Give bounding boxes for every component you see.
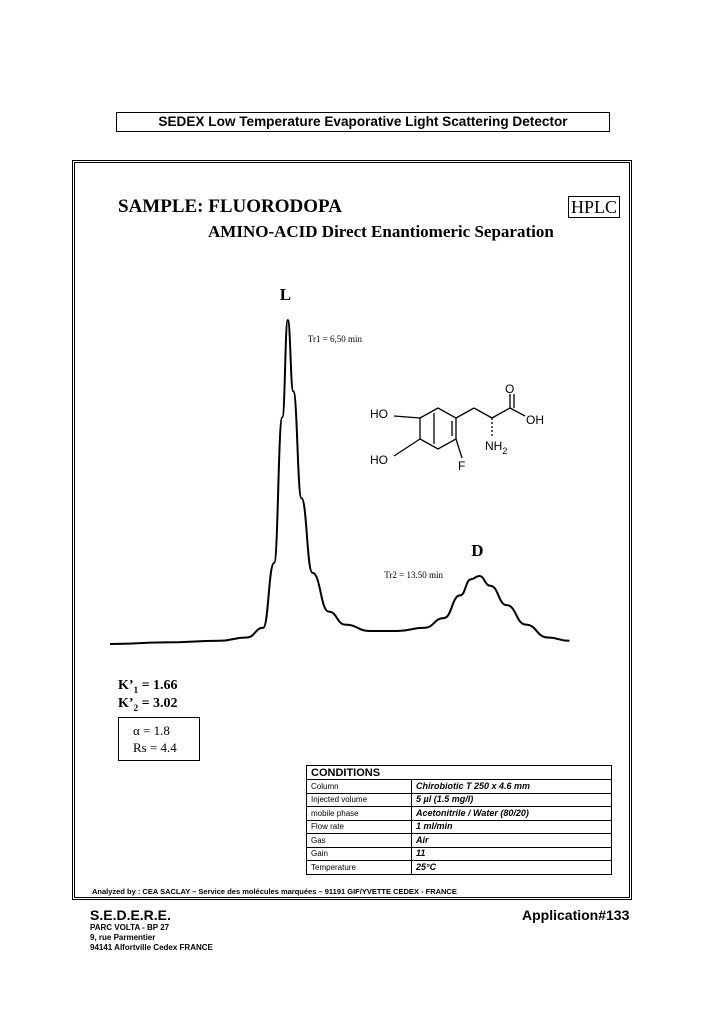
condition-label: Gain bbox=[307, 847, 412, 861]
subtitle: AMINO-ACID Direct Enantiomeric Separation bbox=[208, 222, 554, 241]
retention-time-annotation: Tr2 = 13.50 min bbox=[384, 569, 444, 580]
page-header-title: SEDEX Low Temperature Evaporative Light Scattering Detector bbox=[116, 112, 610, 132]
k2-value: $K’_2 = 3.02$ bbox=[118, 696, 178, 713]
conditions-title: CONDITIONS bbox=[307, 766, 611, 780]
oxygen-label: O bbox=[505, 382, 515, 396]
condition-value: Air bbox=[412, 834, 612, 848]
condition-label: Gas bbox=[307, 834, 412, 848]
condition-value: Acetonitrile / Water (80/20) bbox=[412, 807, 612, 821]
alpha-value: α = 1.8 bbox=[133, 723, 170, 738]
condition-value: 5 µl (1.5 mg/l) bbox=[412, 793, 612, 807]
condition-label: Temperature bbox=[307, 861, 412, 874]
condition-value: 25°C bbox=[412, 861, 612, 874]
rs-value: Rs = 4.4 bbox=[133, 740, 177, 755]
chromatogram-trace bbox=[110, 320, 570, 644]
condition-label: mobile phase bbox=[307, 807, 412, 821]
address-line: 9, rue Parmentier bbox=[90, 933, 156, 942]
address-line: 94141 Alfortville Cedex FRANCE bbox=[90, 943, 213, 952]
benzene-ring bbox=[420, 408, 456, 449]
chromatogram-chart bbox=[90, 268, 590, 658]
table-row bbox=[307, 807, 611, 821]
ho-bottom-label: HO bbox=[370, 453, 388, 467]
nh2-label: $NH_2$ bbox=[485, 439, 508, 456]
conditions-table bbox=[306, 765, 612, 875]
ho-top-label: HO bbox=[370, 407, 388, 421]
table-row bbox=[307, 834, 611, 848]
condition-value: 11 bbox=[412, 847, 612, 861]
application-number: Application#133 bbox=[522, 907, 630, 923]
condition-value: 1 ml/min bbox=[412, 820, 612, 834]
company-name: S.E.D.E.R.E. bbox=[90, 907, 171, 923]
fluorine-label: F bbox=[458, 459, 466, 473]
sample-title: SAMPLE: FLUORODOPA bbox=[118, 196, 342, 217]
analyzed-by-note: Analyzed by : CEA SACLAY – Service des molécules marquées – 91191 GIF/YVETTE CEDEX - FRANCE bbox=[92, 887, 457, 896]
condition-label: Column bbox=[307, 780, 412, 793]
condition-label: Flow rate bbox=[307, 820, 412, 834]
peak-label: D bbox=[471, 540, 484, 560]
table-row bbox=[307, 793, 611, 807]
oh-label: OH bbox=[526, 413, 544, 427]
condition-value: Chirobiotic T 250 x 4.6 mm bbox=[416, 780, 531, 791]
retention-time-annotation: Tr1 = 6,50 min bbox=[307, 334, 363, 344]
table-row bbox=[307, 820, 611, 834]
table-row bbox=[307, 861, 611, 874]
peak-label: L bbox=[279, 285, 292, 304]
k1-value: $K’_1 = 1.66$ bbox=[118, 678, 178, 695]
condition-label: Injected volume bbox=[307, 793, 412, 807]
address-line: PARC VOLTA - BP 27 bbox=[90, 923, 170, 932]
hplc-badge: HPLC bbox=[568, 196, 620, 218]
table-row bbox=[307, 847, 611, 861]
table-row bbox=[307, 780, 611, 793]
alpha-rs-box bbox=[118, 717, 200, 761]
